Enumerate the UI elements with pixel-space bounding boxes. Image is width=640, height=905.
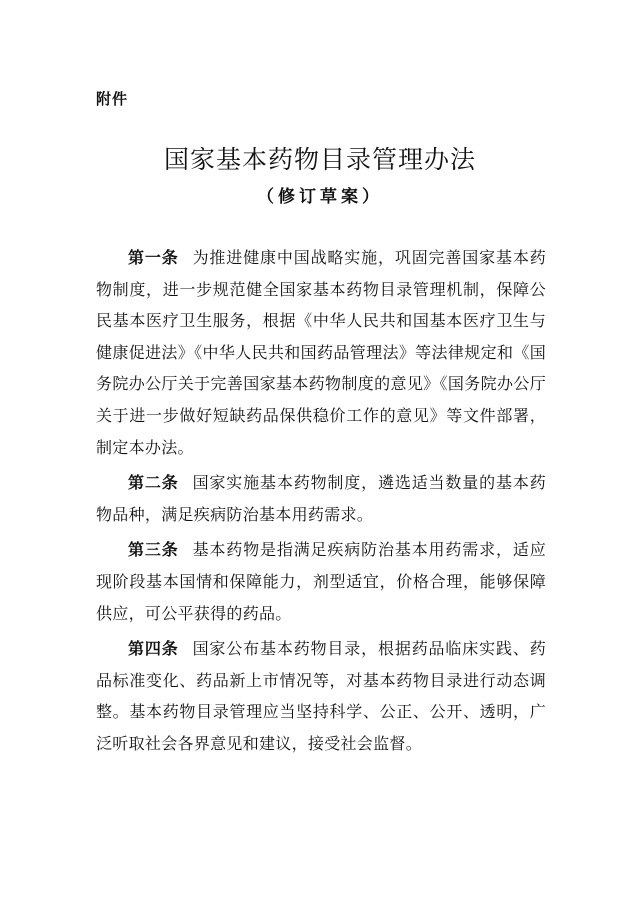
article-text: 国家实施基本药物制度，遴选适当数量的基本药物品种，满足疾病防治基本用药需求。: [96, 473, 546, 524]
article-number: 第四条: [128, 639, 179, 659]
document-title: 国家基本药物目录管理办法: [163, 145, 476, 174]
article-3: [96, 534, 546, 629]
article-2: [96, 467, 546, 530]
article-number: 第一条: [128, 248, 179, 267]
attachment-label: 附件: [96, 90, 129, 108]
article-number: 第二条: [128, 473, 179, 493]
document-body: [96, 242, 546, 764]
article-text: 基本药物是指满足疾病防治基本用药需求，适应现阶段基本国情和保障能力，剂型适宜，价格合理，能够保障供应，可公平获得的药品。: [96, 540, 546, 623]
article-4: [96, 633, 546, 759]
document-subtitle: （修订草案）: [257, 187, 383, 207]
article-1: [96, 242, 546, 463]
article-text: 国家公布基本药物目录，根据药品临床实践、药品标准变化、药品新上市情况等，对基本药物目录进行动态调整。基本药物目录管理应当坚持科学、公正、公开、透明，广泛听取社会各界意见和建议，接受社会监督。: [96, 639, 546, 753]
article-number: 第三条: [128, 540, 179, 560]
article-text: 为推进健康中国战略实施，巩固完善国家基本药物制度，进一步规范健全国家基本药物目录管理机制，保障公民基本医疗卫生服务，根据《中华人民共和国基本医疗卫生与健康促进法》《中华人民共和国药品管理法》等法律规定和《国务院办公厅关于完善国家基本药物制度的意见》《国务院办公厅关于进一步做好短缺药品保供稳价工作的意见》等文件部署，制定本办法。: [96, 248, 546, 457]
